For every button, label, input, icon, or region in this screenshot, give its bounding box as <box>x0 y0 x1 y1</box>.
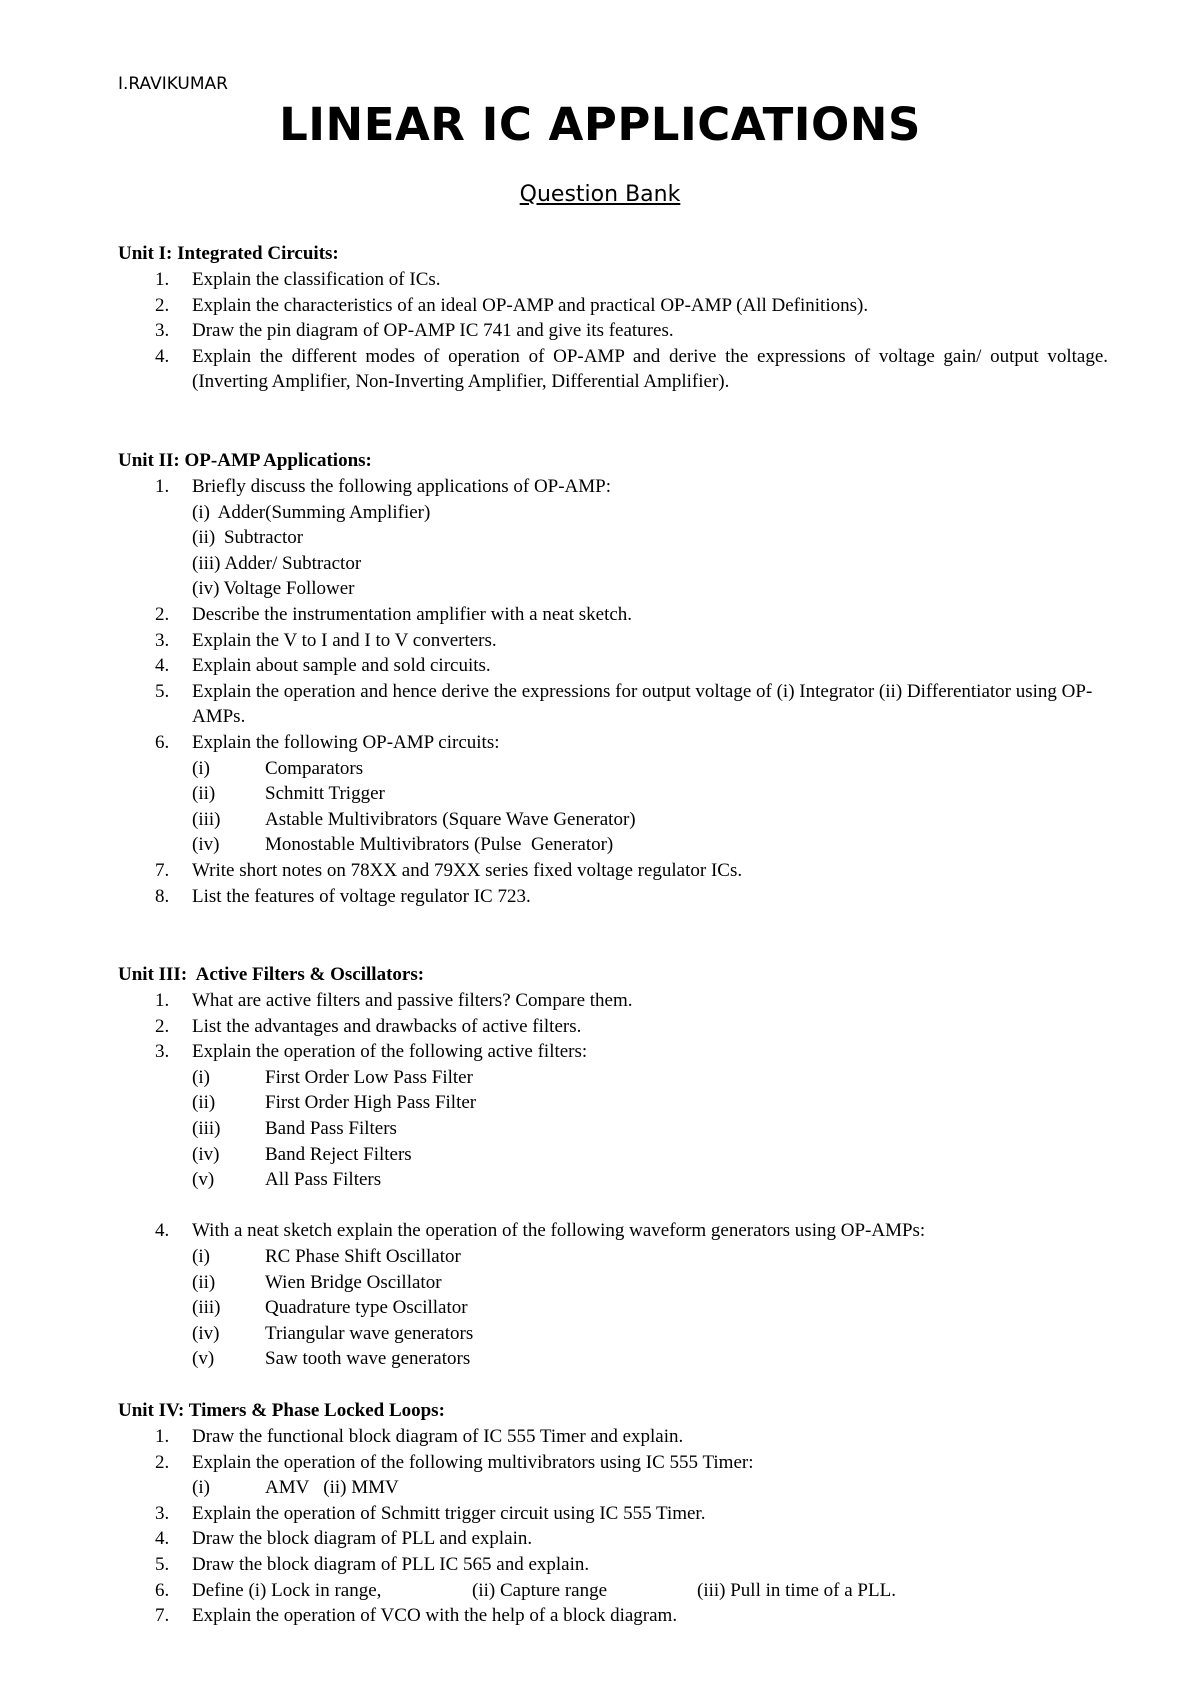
question-number: 5. <box>155 680 170 702</box>
sub-item <box>0 1270 1200 1296</box>
question-text: Draw the pin diagram of OP-AMP IC 741 and give its features. <box>192 320 674 342</box>
question-text: Write short notes on 78XX and 79XX series fixed voltage regulator ICs. <box>192 859 743 881</box>
sub-item-text: Subtractor <box>223 527 304 549</box>
document-subtitle: Question Bank <box>519 182 681 207</box>
question-part: (ii) Capture range <box>472 1579 608 1601</box>
roman-numeral: (ii) <box>192 527 216 549</box>
sub-item <box>0 832 1200 858</box>
sub-item <box>0 1065 1200 1091</box>
roman-numeral: (i) <box>192 1245 210 1267</box>
sub-item-text: Astable Multivibrators (Square Wave Generator) <box>265 808 636 830</box>
roman-numeral: (iii) <box>192 1117 221 1139</box>
question-number: 7. <box>155 1605 170 1627</box>
question-item <box>0 653 1200 679</box>
sub-item-text: Schmitt Trigger <box>265 783 385 805</box>
blank-line <box>0 1193 1200 1219</box>
question-text: Explain the operation of Schmitt trigger circuit using IC 555 Timer. <box>192 1502 706 1524</box>
question-text: Describe the instrumentation amplifier with a neat sketch. <box>192 603 633 625</box>
question-text: Explain the characteristics of an ideal OP-AMP and practical OP-AMP (All Definitions). <box>192 294 869 316</box>
roman-numeral: (i) <box>192 501 210 523</box>
question-text: With a neat sketch explain the operation of the following waveform generators using OP-AMPs: <box>192 1220 926 1242</box>
roman-numeral: (ii) <box>192 1092 216 1114</box>
roman-numeral: (v) <box>192 1169 215 1191</box>
question-item <box>0 1578 1200 1604</box>
sub-item-text: Quadrature type Oscillator <box>265 1297 468 1319</box>
question-item <box>0 730 1200 756</box>
question-number: 3. <box>155 1502 170 1524</box>
question-text: Explain about sample and sold circuits. <box>192 655 491 677</box>
sub-item-text: First Order Low Pass Filter <box>265 1066 473 1088</box>
question-item <box>0 474 1200 500</box>
question-item <box>0 1450 1200 1476</box>
question-number: 5. <box>155 1553 170 1575</box>
question-item <box>0 1424 1200 1450</box>
question-text: List the features of voltage regulator IC 723. <box>192 885 531 907</box>
question-text: Draw the block diagram of PLL and explain. <box>192 1528 533 1550</box>
sub-item <box>0 576 1200 602</box>
sub-item-text: RC Phase Shift Oscillator <box>265 1245 461 1267</box>
sub-item <box>0 756 1200 782</box>
sub-item <box>0 525 1200 551</box>
sub-item-text: All Pass Filters <box>265 1169 382 1191</box>
question-item <box>0 318 1200 344</box>
question-item <box>0 1014 1200 1040</box>
sub-item-text: Band Reject Filters <box>265 1143 412 1165</box>
roman-numeral: (iii) <box>192 808 221 830</box>
question-number: 4. <box>155 1528 170 1550</box>
unit-3-section <box>0 962 1200 1372</box>
question-number: 6. <box>155 731 170 753</box>
question-number: 8. <box>155 885 170 907</box>
sub-item-text: Adder(Summing Amplifier) <box>217 501 431 523</box>
sub-item <box>0 500 1200 526</box>
question-number: 2. <box>155 294 170 316</box>
question-number: 2. <box>155 1451 170 1473</box>
sub-item <box>0 1295 1200 1321</box>
question-item <box>0 1039 1200 1065</box>
unit-4-section <box>0 1398 1200 1629</box>
roman-numeral: (ii) <box>192 783 216 805</box>
question-item <box>0 884 1200 910</box>
question-item <box>0 1218 1200 1244</box>
unit-1-section <box>0 241 1200 395</box>
question-text: Explain the classification of ICs. <box>192 269 441 290</box>
roman-numeral: (ii) <box>192 1271 216 1293</box>
question-text: Explain the operation and hence derive the expressions for output voltage of (i) Integrator (ii) Differentiator using OP-AMPs. <box>192 680 1093 728</box>
roman-numeral: (iv) <box>192 834 220 856</box>
sub-item-text: AMV (ii) MMV <box>265 1477 399 1499</box>
sub-item-text: Triangular wave generators <box>265 1322 474 1344</box>
question-number: 1. <box>155 269 170 290</box>
question-item <box>0 344 1200 395</box>
question-item <box>0 988 1200 1014</box>
question-text <box>192 1578 1108 1604</box>
unit-2-section <box>0 448 1200 909</box>
question-item <box>0 267 1200 293</box>
question-text: What are active filters and passive filters? Compare them. <box>192 990 633 1011</box>
question-item <box>0 293 1200 319</box>
question-number: 3. <box>155 1041 170 1063</box>
sub-item-text: Saw tooth wave generators <box>265 1348 471 1370</box>
question-number: 4. <box>155 345 170 367</box>
roman-numeral: (i) <box>192 1477 210 1499</box>
question-item <box>0 1603 1200 1629</box>
question-number: 3. <box>155 629 170 651</box>
question-part: (iii) Pull in time of a PLL. <box>697 1579 896 1601</box>
question-number: 3. <box>155 320 170 342</box>
question-number: 4. <box>155 1220 170 1242</box>
question-number: 2. <box>155 603 170 625</box>
question-number: 6. <box>155 1579 170 1601</box>
question-text: Explain the different modes of operation of OP-AMP and derive the expressions of voltage gain/ output voltage. (Inverting Amplifier, Non-Inverting Amplifier, Differential Amplifier). <box>192 345 1108 393</box>
question-number: 1. <box>155 990 170 1011</box>
sub-item-text: Band Pass Filters <box>265 1117 397 1139</box>
sub-item <box>0 807 1200 833</box>
question-part: Define (i) Lock in range, <box>192 1579 382 1601</box>
question-number: 1. <box>155 1426 170 1447</box>
roman-numeral: (i) <box>192 1066 210 1088</box>
roman-numeral: (iii) <box>192 552 221 574</box>
roman-numeral: (v) <box>192 1348 215 1370</box>
unit-heading: Unit I: Integrated Circuits: <box>118 243 339 264</box>
question-item <box>0 602 1200 628</box>
question-number: 1. <box>155 476 170 497</box>
question-text: Explain the following OP-AMP circuits: <box>192 731 500 753</box>
question-item <box>0 1501 1200 1527</box>
sub-item <box>0 1090 1200 1116</box>
question-number: 4. <box>155 655 170 677</box>
roman-numeral: (iv) <box>192 1322 220 1344</box>
question-text: Explain the V to I and I to V converters. <box>192 629 497 651</box>
roman-numeral: (iv) <box>192 578 220 600</box>
question-number: 7. <box>155 859 170 881</box>
question-item <box>0 679 1200 730</box>
sub-item <box>0 1167 1200 1193</box>
roman-numeral: (iii) <box>192 1297 221 1319</box>
question-item <box>0 1526 1200 1552</box>
sub-item <box>0 1475 1200 1501</box>
sub-item-text: Comparators <box>265 757 364 779</box>
question-text: Explain the operation of the following active filters: <box>192 1041 588 1063</box>
sub-item <box>0 1142 1200 1168</box>
unit-heading: Unit III: Active Filters & Oscillators: <box>118 964 425 985</box>
sub-item <box>0 1244 1200 1270</box>
question-text: Draw the block diagram of PLL IC 565 and explain. <box>192 1553 590 1575</box>
unit-heading: Unit IV: Timers & Phase Locked Loops: <box>118 1400 445 1421</box>
sub-item <box>0 781 1200 807</box>
sub-item <box>0 1321 1200 1347</box>
question-text: Explain the operation of VCO with the help of a block diagram. <box>192 1605 678 1627</box>
question-text: Draw the functional block diagram of IC 555 Timer and explain. <box>192 1426 684 1447</box>
roman-numeral: (iv) <box>192 1143 220 1165</box>
sub-item-text: Wien Bridge Oscillator <box>265 1271 442 1293</box>
author-name: I.RAVIKUMAR <box>118 74 228 94</box>
question-text: Briefly discuss the following applications of OP-AMP: <box>192 476 612 497</box>
sub-item <box>0 1116 1200 1142</box>
question-number: 2. <box>155 1015 170 1037</box>
question-item <box>0 858 1200 884</box>
unit-heading: Unit II: OP-AMP Applications: <box>118 450 372 471</box>
sub-item-text: First Order High Pass Filter <box>265 1092 477 1114</box>
question-text: List the advantages and drawbacks of active filters. <box>192 1015 582 1037</box>
sub-item-text: Adder/ Subtractor <box>224 552 362 574</box>
sub-item <box>0 1346 1200 1372</box>
document-title: LINEAR IC APPLICATIONS <box>279 98 921 151</box>
sub-item <box>0 551 1200 577</box>
sub-item-text: Monostable Multivibrators (Pulse Generator) <box>265 834 614 856</box>
question-item <box>0 1552 1200 1578</box>
sub-item-text: Voltage Follower <box>223 578 355 600</box>
roman-numeral: (i) <box>192 757 210 779</box>
question-item <box>0 628 1200 654</box>
question-text: Explain the operation of the following multivibrators using IC 555 Timer: <box>192 1451 754 1473</box>
